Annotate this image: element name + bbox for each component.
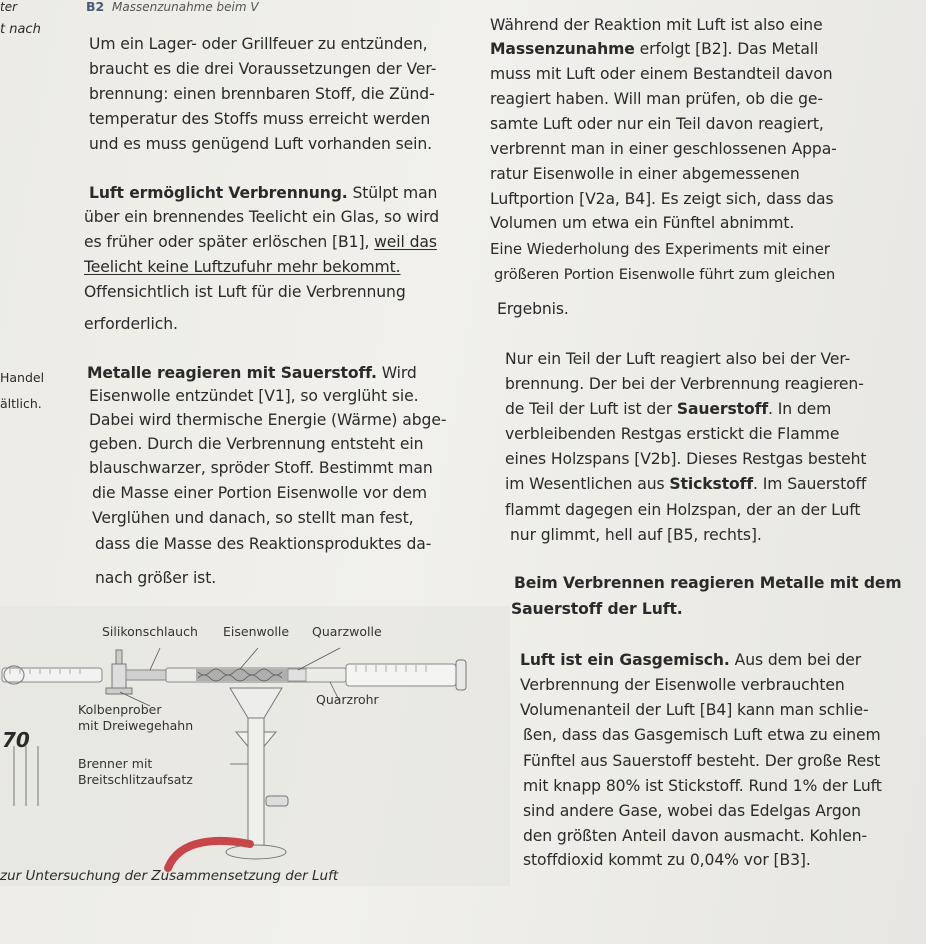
text-line: verbleibenden Restgas erstickt die Flamme [505, 425, 840, 443]
text-line: Ergebnis. [497, 300, 569, 318]
text-run: Stülpt man [352, 184, 438, 202]
text-line: braucht es die drei Voraussetzungen der Ver- [89, 60, 437, 78]
text-line: die Masse einer Portion Eisenwolle vor dem [92, 484, 427, 502]
text-line: sind andere Gase, wobei das Edelgas Argon [523, 802, 861, 820]
text-line: temperatur des Stoffs muss erreicht werden [89, 110, 431, 128]
text-run: Aus dem bei der [729, 651, 862, 669]
underlined-text-line: Teelicht keine Luftzufuhr mehr bekommt. [84, 258, 401, 276]
label-eisenwolle: Eisenwolle [223, 624, 290, 639]
paragraph-heading: Luft ist ein Gasgemisch. [520, 651, 730, 669]
text-line: und es muss genügend Luft vorhanden sein. [89, 135, 432, 153]
text-run: im Wesentlichen aus [505, 475, 670, 493]
paragraph-heading: Luft ermöglicht Verbrennung. [89, 184, 348, 202]
paragraph-heading: Metalle reagieren mit Sauerstoff. [87, 364, 377, 382]
text-line: erforderlich. [84, 315, 178, 333]
label-quarzrohr: Quarzrohr [316, 692, 379, 707]
text-run: Wird [381, 364, 417, 382]
scale-number: 70 [2, 728, 30, 752]
margin-handel: Handel [0, 370, 45, 385]
text-run: . Im Sauerstoff [753, 475, 867, 493]
text-line: brennung. Der bei der Verbrennung reagieren- [505, 375, 864, 393]
text-line: Fünftel aus Sauerstoff besteht. Der große Rest [523, 752, 881, 770]
quarzwolle [288, 669, 306, 681]
text-line [89, 182, 437, 204]
text-line [87, 362, 417, 384]
kolbenprober-left [2, 668, 102, 682]
text-line: ßen, dass das Gasgemisch Luft etwa zu einem [523, 726, 881, 744]
text-line: Volumenanteil der Luft [B4] kann man schlie- [520, 701, 869, 719]
text-line: mit knapp 80% ist Stickstoff. Rund 1% der Luft [523, 777, 882, 795]
text-line: stoffdioxid kommt zu 0,04% vor [B3]. [523, 851, 811, 869]
text-line: flammt dagegen ein Holzspan, der an der Luft [505, 501, 861, 519]
text-line [505, 473, 866, 495]
text-line: über ein brennendes Teelicht ein Glas, so wird [84, 208, 440, 226]
dreiwegehahn [112, 664, 126, 688]
text-line: Dabei wird thermische Energie (Wärme) abge- [89, 411, 447, 429]
bold-term: Massenzunahme [490, 40, 635, 58]
summary-line: Beim Verbrennen reagieren Metalle mit dem [514, 574, 902, 592]
text-line: nur glimmt, hell auf [B5, rechts]. [510, 526, 762, 544]
text-line: verbrennt man in einer geschlossenen Appa- [490, 140, 837, 158]
text-line: blauschwarzer, spröder Stoff. Bestimmt man [89, 459, 433, 477]
text-line: Verglühen und danach, so stellt man fest, [92, 509, 414, 527]
header-fragment: ter [0, 0, 18, 14]
text-line: den größten Anteil davon ausmacht. Kohlen- [523, 827, 868, 845]
text-line [490, 38, 818, 60]
text-run: de Teil der Luft ist der [505, 400, 677, 418]
label-dreiwegehahn: mit Dreiwegehahn [78, 718, 194, 733]
text-line: eines Holzspans [V2b]. Dieses Restgas besteht [505, 450, 867, 468]
label-quarzwolle: Quarzwolle [312, 624, 382, 639]
label-kolbenprober: Kolbenprober [78, 702, 162, 717]
text-line: Nur ein Teil der Luft reagiert also bei der Ver- [505, 350, 851, 368]
figure-caption: zur Untersuchung der Zusammensetzung der Luft [0, 868, 339, 884]
label-silikonschlauch: Silikonschlauch [102, 624, 198, 639]
text-line: Um ein Lager- oder Grillfeuer zu entzünden, [89, 35, 428, 53]
text-line: muss mit Luft oder einem Bestandteil davon [490, 65, 833, 83]
text-run: es früher oder später erlöschen [B1], [84, 233, 370, 251]
text-line: ratur Eisenwolle in einer abgemessenen [490, 165, 800, 183]
text-line [505, 398, 831, 420]
label-breitschlitzaufsatz: Breitschlitzaufsatz [78, 772, 193, 787]
text-line: Luftportion [V2a, B4]. Es zeigt sich, dass das [490, 190, 834, 208]
figure-ref: B2 [86, 0, 105, 14]
label-brenner: Brenner mit [78, 756, 153, 771]
text-line: nach größer ist. [95, 569, 217, 587]
text-line: reagiert haben. Will man prüfen, ob die ge- [490, 90, 823, 108]
apparatus-figure [0, 606, 510, 886]
text-line [520, 649, 861, 671]
text-line: dass die Masse des Reaktionsproduktes da- [95, 535, 432, 553]
silikonschlauch [126, 670, 166, 680]
text-line: geben. Durch die Verbrennung entsteht ein [89, 435, 424, 453]
text-line: Während der Reaktion mit Luft ist also eine [490, 16, 823, 34]
summary-line: Sauerstoff der Luft. [511, 600, 683, 618]
text-line: Offensichtlich ist Luft für die Verbrennung [84, 283, 406, 301]
margin-top-note: t nach [0, 22, 41, 37]
text-run: . In dem [768, 400, 832, 418]
text-line: Eisenwolle entzündet [V1], so verglüht sie. [89, 387, 419, 405]
kolbenprober-right [346, 664, 456, 686]
text-run: erfolgt [B2]. Das Metall [634, 40, 819, 58]
text-line: Volumen um etwa ein Fünftel abnimmt. [490, 214, 795, 232]
text-line: brennung: einen brennbaren Stoff, die Zünd- [89, 85, 435, 103]
brenner [248, 718, 264, 848]
text-line [84, 231, 437, 253]
text-line: größeren Portion Eisenwolle führt zum gleichen [494, 266, 836, 283]
margin-altlich: ältlich. [0, 396, 42, 411]
underlined-text: weil das [374, 233, 437, 251]
bold-term: Stickstoff [669, 475, 754, 493]
text-line: Verbrennung der Eisenwolle verbrauchten [520, 676, 845, 694]
text-line: Eine Wiederholung des Experiments mit einer [490, 240, 830, 258]
bold-term: Sauerstoff [676, 400, 769, 418]
apparatus-drawing [0, 606, 510, 886]
text-line: samte Luft oder nur ein Teil davon reagiert, [490, 115, 824, 133]
figure-title: Massenzunahme beim V [112, 0, 259, 14]
